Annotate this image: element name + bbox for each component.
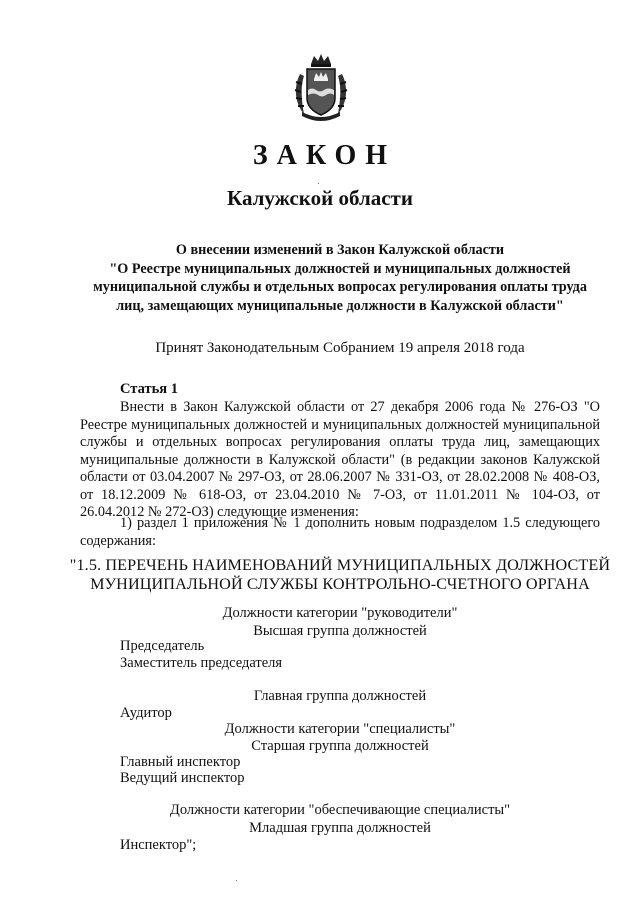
law-heading xyxy=(80,241,600,315)
scan-dot xyxy=(236,880,237,881)
article-paragraph: Внести в Закон Калужской области от 27 декабря 2006 года № 276-ОЗ "О Реестре муниципальных должностей и муниципальных должностей муниципальной службы и отдельных вопросах регулирования оплаты труда лиц, замещающих муниципальные должности в Калужской области" (в редакции законов Калужской области от 03.04.2007 № 297-ОЗ, от 28.06.2007 № 331-ОЗ, от 28.02.2008 № 408-ОЗ, от 18.12.2009 № 618-ОЗ, от 23.04.2010 № 7-ОЗ, от 11.01.2011 № 104-ОЗ, от 26.04.2012 № 272-ОЗ) следующие изменения: xyxy=(80,399,600,520)
category-specialists: Должности категории "специалисты" xyxy=(224,721,456,737)
list-title-line: МУНИЦИПАЛЬНОЙ СЛУЖБЫ КОНТРОЛЬНО-СЧЕТНОГО ОРГАНА xyxy=(90,575,590,593)
list-title xyxy=(60,556,620,594)
group-highest: Высшая группа должностей xyxy=(253,623,427,639)
article-label: Статья 1 xyxy=(120,381,178,397)
position-lead-inspector: Ведущий инспектор xyxy=(120,770,245,786)
group-main: Главная группа должностей xyxy=(253,688,427,704)
coat-of-arms-emblem xyxy=(290,52,352,122)
heading-line: лиц, замещающих муниципальные должности в Калужской области" xyxy=(116,297,564,314)
region-title: Калужской области xyxy=(227,186,413,210)
group-senior: Старшая группа должностей xyxy=(251,738,429,754)
list-title-line: "1.5. ПЕРЕЧЕНЬ НАИМЕНОВАНИЙ МУНИЦИПАЛЬНЫХ ДОЛЖНОСТЕЙ xyxy=(69,556,611,574)
position-chief-inspector: Главный инспектор xyxy=(120,754,241,770)
item-paragraph: 1) раздел 1 приложения № 1 дополнить новым подразделом 1.5 следующего содержания: xyxy=(80,515,600,549)
scan-dot xyxy=(318,183,319,184)
position-inspector: Инспектор"; xyxy=(120,837,197,853)
law-title: ЗАКОН xyxy=(252,140,397,171)
position-deputy-chairman: Заместитель председателя xyxy=(120,655,283,671)
category-leaders: Должности категории "руководители" xyxy=(222,605,458,621)
heading-line: "О Реестре муниципальных должностей и муниципальных должностей xyxy=(109,260,571,277)
heading-line: О внесении изменений в Закон Калужской области xyxy=(175,242,505,258)
group-junior: Младшая группа должностей xyxy=(249,820,431,836)
heading-line: муниципальной службы и отдельных вопросах регулирования оплаты труда xyxy=(93,279,587,295)
category-support-specialists: Должности категории "обеспечивающие специалисты" xyxy=(169,802,511,818)
position-auditor: Аудитор xyxy=(120,705,172,721)
adoption-note: Принят Законодательным Собранием 19 апреля 2018 года xyxy=(155,340,525,356)
position-chairman: Председатель xyxy=(120,638,205,654)
